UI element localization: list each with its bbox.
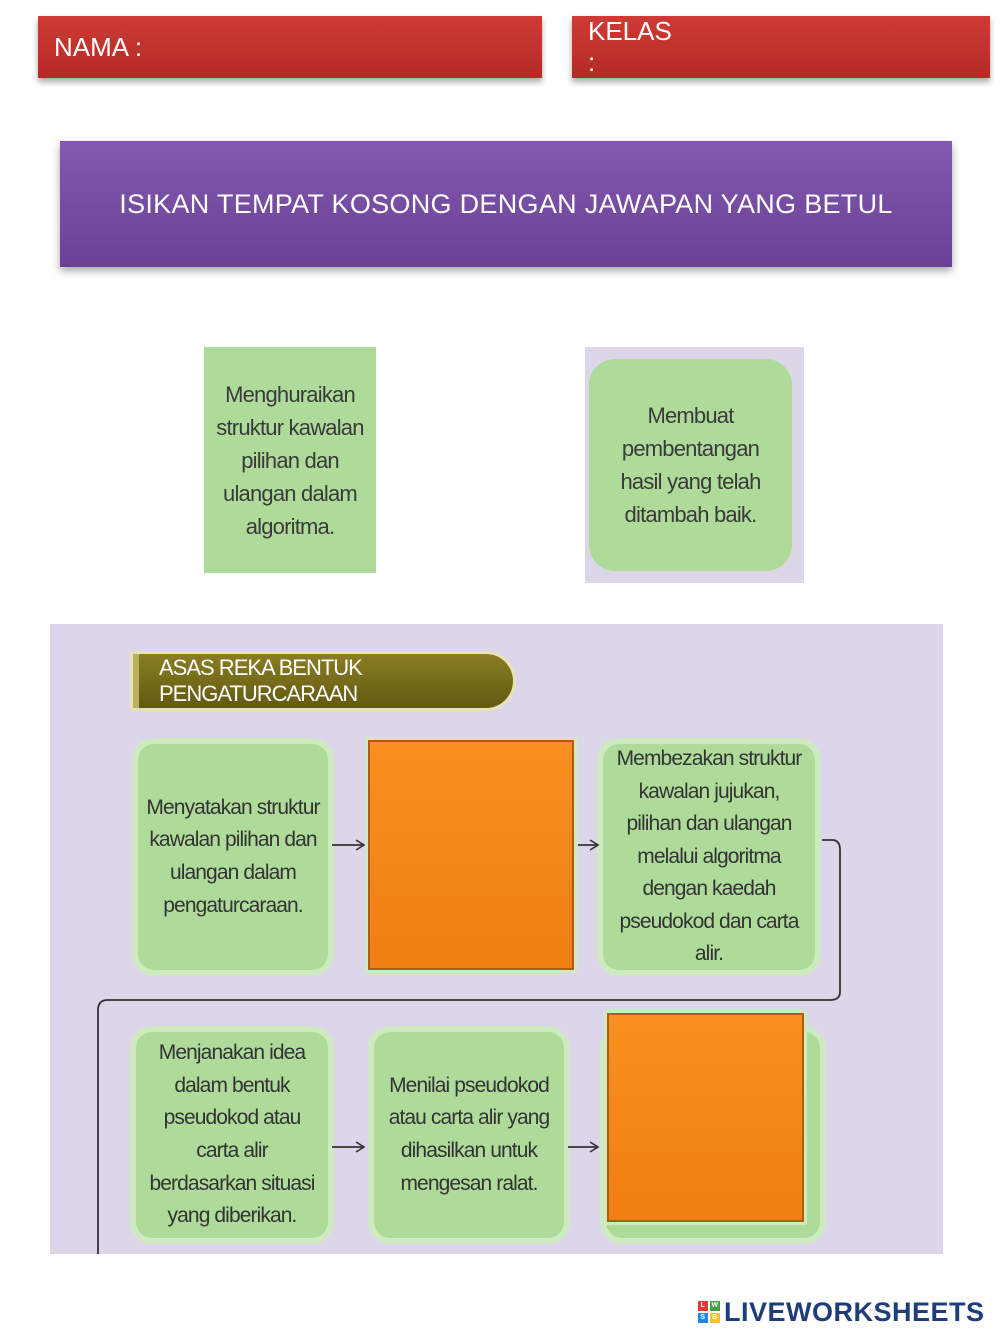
nama-bar [38,16,542,78]
answer-card-2-text: Membuat pembentangan hasil yang telah ditambah baik. [620,403,761,527]
nama-input[interactable] [150,26,530,68]
instruction-text: ISIKAN TEMPAT KOSONG DENGAN JAWAPAN YANG BETUL [119,188,893,219]
arrow-row-connector [98,840,840,1254]
step-box-1-text: Menyatakan struktur kawalan pilihan dan ulangan dalam pengaturcaraan. [146,795,320,917]
answer-card-2-inner [589,359,792,571]
liveworksheets-logo[interactable] [698,1296,994,1328]
answer-card-1-text: Menghuraikan struktur kawalan pilihan dan ulangan dalam algoritma. [216,381,364,539]
step-box-4-text: Menjanakan idea dalam bentuk pseudokod atau carta alir berdasarkan situasi yang diberikan. [149,1041,315,1228]
logo-letter-4: B [710,1313,720,1323]
logo-mark-icon [698,1301,720,1323]
answer-card-2[interactable] [585,347,804,583]
diagram-panel [50,624,943,1254]
logo-letter-3: S [698,1313,708,1323]
answer-card-1[interactable] [204,347,376,573]
logo-letter-2: W [711,1302,719,1309]
instruction-banner [60,141,952,267]
nama-label: NAMA : [54,31,143,62]
step-box-3-text: Membezakan struktur kawalan jujukan, pilihan dan ulangan melalui algoritma dengan kaedah pseudokod dan carta alir. [616,747,802,966]
logo-letter-1: L [698,1301,708,1311]
brand-name: LIVEWORKSHEETS [724,1296,985,1327]
flow-arrows [50,624,943,1254]
kelas-label: KELAS : [588,16,672,77]
diagram-title: ASAS REKA BENTUK PENGATURCARAAN [159,655,362,706]
kelas-input[interactable] [680,26,994,68]
step-box-5-text: Menilai pseudokod atau carta alir yang dihasilkan untuk mengesan ralat. [388,1073,550,1195]
kelas-bar [572,16,990,78]
